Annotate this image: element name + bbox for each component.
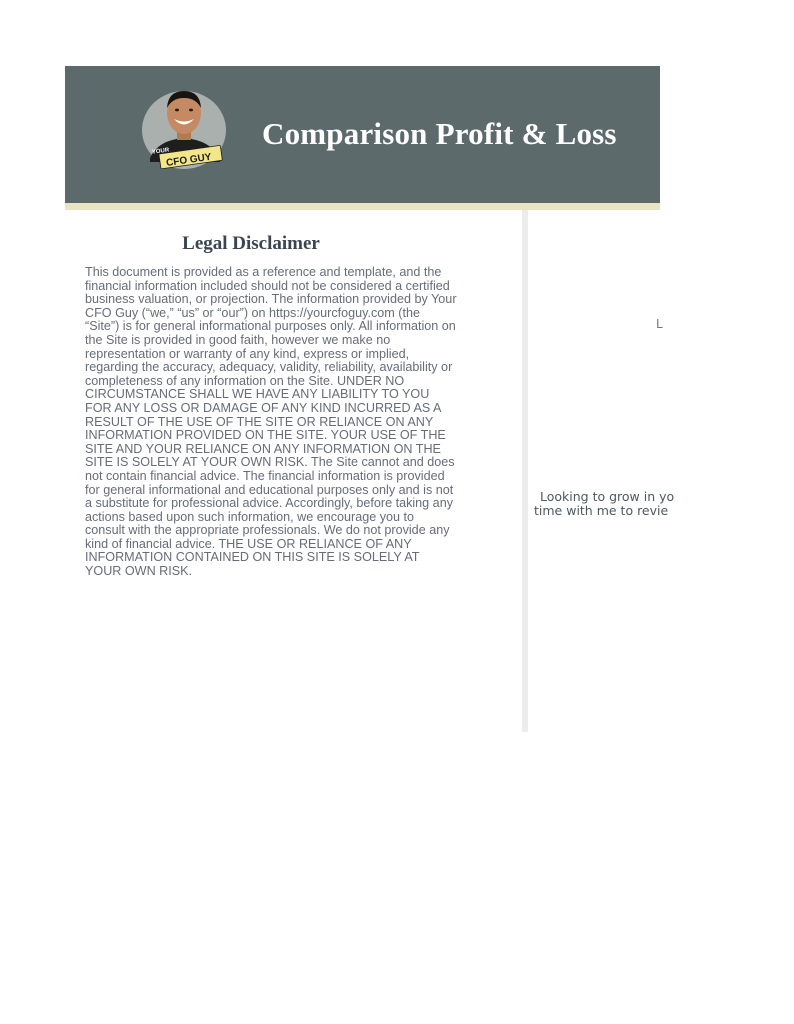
cta-text (534, 490, 794, 518)
logo-badge-small: YOUR (151, 147, 170, 156)
cta-panel (528, 210, 675, 732)
header-accent-bar (65, 203, 660, 210)
page-title: Comparison Profit & Loss (262, 116, 617, 151)
disclaimer-panel (65, 210, 522, 732)
disclaimer-heading: Legal Disclaimer (182, 233, 320, 254)
cfo-guy-logo (138, 88, 232, 174)
cfo-guy-avatar-icon (138, 88, 232, 174)
cta-line-2: time with me to revie (534, 503, 669, 518)
cta-line-1: Looking to grow in yo (540, 489, 675, 504)
truncated-text-fragment: L (656, 317, 663, 331)
logo-badge-main: CFO GUY (165, 151, 213, 170)
disclaimer-body: This document is provided as a reference and template, and the financial information included should not be considered a certified business valuation, or projection. The information provided by Your CFO Guy (“we,” “us” or “our”) on https://yourcfoguy.com (the “Site”) is for general informational purposes only. All information on the Site is provided in good faith, however we make no representation or warranty of any kind, express or implied, regarding the accuracy, adequacy, validity, reliability, availability or completeness of any information on the Site. UNDER NO CIRCUMSTANCE SHALL WE HAVE ANY LIABILITY TO YOU FOR ANY LOSS OR DAMAGE OF ANY KIND INCURRED AS A RESULT OF THE USE OF THE SITE OR RELIANCE ON ANY INFORMATION PROVIDED ON THE SITE. YOUR USE OF THE SITE AND YOUR RELIANCE ON ANY INFORMATION ON THE SITE IS SOLELY AT YOUR OWN RISK. The Site cannot and does not contain financial advice. The financial information is provided for general informational and educational purposes only and is not a substitute for professional advice. Accordingly, before taking any actions based upon such information, we encourage you to consult with the appropriate professionals. We do not provide any kind of financial advice. THE USE OR RELIANCE OF ANY INFORMATION CONTAINED ON THIS SITE IS SOLELY AT YOUR OWN RISK. (85, 265, 457, 579)
